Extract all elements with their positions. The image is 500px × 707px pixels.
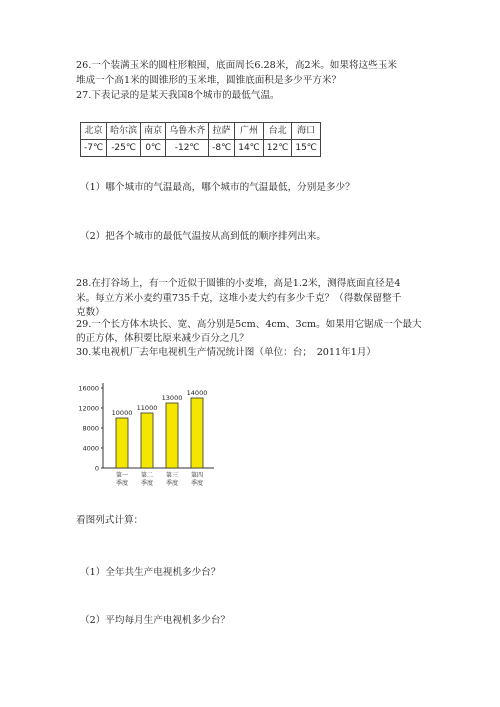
q30-sub2: （2）平均每月生产电视机多少台？ [80,615,231,626]
q29-line1: 29.一个长方体木块长、宽、高分别是5cm、4cm、3cm。如果用它锯成一个最大 [76,319,422,330]
bar [116,418,128,468]
city-cell: 海口 [292,123,321,140]
city-cell: 南京 [141,123,166,140]
temperature-table [80,122,321,157]
tv-production-chart [76,380,226,500]
temperature-cell: -8℃ [209,140,235,157]
bar [191,398,203,468]
q28-line1: 28.在打谷场上，有一个近似于圆锥的小麦堆，高是1.2米，测得底面直径是4 [76,278,401,289]
city-cell: 乌鲁木齐 [166,123,209,140]
category-label: 季度 [190,480,204,487]
y-tick-label: 8000 [82,424,99,433]
q29-line2: 的正方体，体积要比原来减少百分之几？ [76,333,249,344]
category-label: 第二 [140,472,154,479]
y-tick-label: 16000 [78,384,99,393]
temperature-cell: 12℃ [263,140,292,157]
q30-sub1: （1）全年共生产电视机多少台？ [80,567,221,578]
q27-sub2: （2）把各个城市的最低气温按从高到低的顺序排列出来。 [80,231,326,242]
bar [166,403,178,468]
city-cell: 哈尔滨 [107,123,141,140]
temperature-cell: -7℃ [81,140,107,157]
y-tick-label: 12000 [78,404,99,413]
category-label: 第一 [115,472,129,479]
q30-intro: 30.某电视机厂去年电视机生产情况统计图（单位：台； 2011年1月） [76,347,377,358]
city-cell: 台北 [263,123,292,140]
data-label: 11000 [136,404,158,412]
category-label: 第三 [165,472,179,479]
data-label: 10000 [111,409,133,417]
temperature-cell: -12℃ [166,140,209,157]
temperature-cell: -25℃ [107,140,141,157]
temperature-cell: 15℃ [292,140,321,157]
q28-line2: 米。每立方米小麦约重735千克，这堆小麦大约有多少千克？（得数保留整千 [76,293,402,304]
q26-line2: 堆成一个高1米的圆锥形的玉米堆，圆锥底面积是多少平方米？ [76,75,342,86]
category-label: 季度 [165,480,179,487]
city-header-row [81,123,321,140]
q27-intro: 27.下表记录的是某天我国8个城市的最低气温。 [76,90,280,101]
temperature-cell: 14℃ [235,140,264,157]
y-tick-label: 4000 [82,444,99,453]
category-label: 第四 [190,472,204,479]
city-cell: 北京 [81,123,107,140]
category-label: 季度 [115,480,129,487]
city-cell: 广州 [235,123,264,140]
bar [141,413,153,468]
data-label: 14000 [186,389,208,397]
city-cell: 拉萨 [209,123,235,140]
q28-line3: 克数） [76,307,105,318]
calc-label: 看图列式计算： [76,515,144,526]
y-tick-label: 0 [94,464,99,473]
temperature-cell: 0℃ [141,140,166,157]
q27-sub1: （1）哪个城市的气温最高，哪个城市的气温最低，分别是多少？ [80,182,355,193]
q26-line1: 26.一个装满玉米的圆柱形粮囤，底面周长6.28米，高2米。如果将这些玉米 [76,60,397,71]
category-label: 季度 [140,480,154,487]
data-label: 13000 [161,394,183,402]
temperature-row [81,140,321,157]
